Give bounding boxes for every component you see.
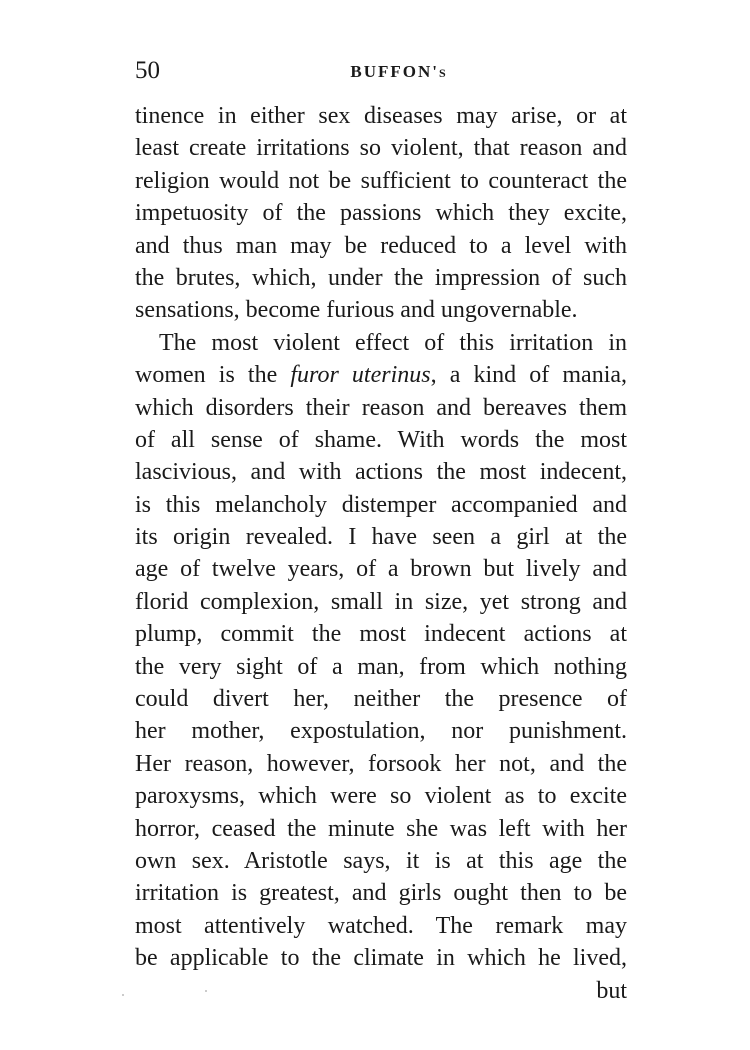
text-line-with-italic [135, 359, 627, 391]
text-run: , a kind of mania, [430, 362, 628, 389]
text-line: its origin revealed. I have seen a girl at the [135, 524, 627, 551]
text-line: age of twelve years, of a brown but lively and [135, 556, 627, 583]
paper-speck [205, 990, 207, 992]
text-line: paroxysms, which were so violent as to excite [135, 783, 627, 810]
text-line: is this melancholy distemper accompanied and [135, 491, 627, 518]
text-line-paragraph-start: The most violent effect of this irritation in [159, 329, 627, 356]
text-line: tinence in either sex diseases may arise, or at [135, 103, 627, 129]
text-line: be applicable to the climate in which he lived, [135, 945, 627, 972]
text-line: the very sight of a man, from which nothing [135, 653, 627, 680]
text-line: could divert her, neither the presence of [135, 686, 627, 713]
text-line: plump, commit the most indecent actions at [135, 621, 627, 648]
text-line: own sex. Aristotle says, it is at this age the [135, 847, 627, 874]
text-line: which disorders their reason and bereaves them [135, 394, 627, 421]
body-text [135, 100, 627, 1007]
italic-latin-term: furor uterinus [290, 362, 431, 389]
text-line: irritation is greatest, and girls ought then to be [135, 880, 627, 907]
running-head [135, 56, 627, 86]
text-line: lascivious, and with actions the most indecent, [135, 459, 627, 486]
text-line: florid complexion, small in size, yet strong and [135, 588, 627, 615]
text-line: least create irritations so violent, that reason and [135, 135, 627, 162]
running-title: BUFFON's [350, 62, 448, 81]
text-line: impetuosity of the passions which they excite, [135, 200, 627, 227]
text-line: of all sense of shame. With words the most [135, 426, 627, 453]
text-line: Her reason, however, forsook her not, and the [135, 750, 627, 777]
text-run: women is the [135, 362, 291, 389]
text-line: most attentively watched. The remark may [135, 912, 627, 939]
catchword: but [596, 977, 627, 1004]
text-line: the brutes, which, under the impression of such [135, 264, 627, 291]
text-line: horror, ceased the minute she was left with her [135, 815, 627, 842]
text-line: religion would not be sufficient to counteract the [135, 167, 627, 194]
page-number: 50 [135, 57, 160, 84]
text-line-paragraph-end: sensations, become furious and ungovernable. [135, 297, 578, 324]
paper-speck [122, 994, 124, 996]
text-line: and thus man may be reduced to a level with [135, 232, 627, 259]
text-line: her mother, expostulation, nor punishment. [135, 718, 627, 745]
